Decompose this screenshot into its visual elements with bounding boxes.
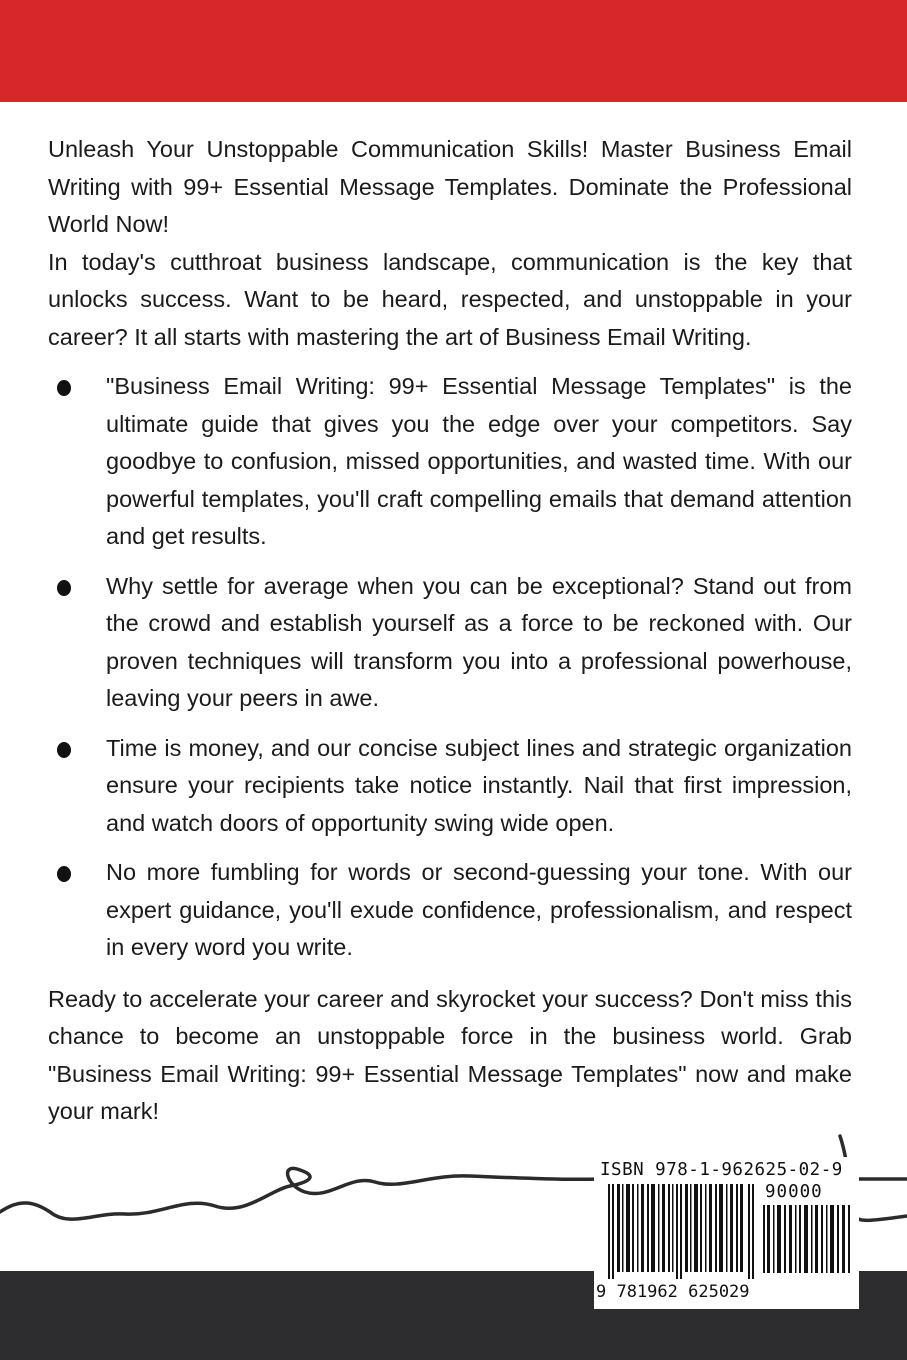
top-red-band — [0, 0, 907, 102]
intro-paragraph: In today's cutthroat business landscape, communication is the key that unlocks success. Want to be heard, respected, and unstoppable in your career? It all starts with mastering the art of Business Email Writing. — [48, 248, 852, 350]
bullet-icon — [57, 380, 71, 396]
ean-barcode-icon — [608, 1184, 758, 1279]
bullet-icon — [57, 580, 71, 596]
closing-paragraph: Ready to accelerate your career and skyrocket your success? Don't miss this chance to become an unstoppable force in the business world. Grab "Business Email Writing: 99+ Essential Message Templates" now and make your mark! — [48, 985, 852, 1124]
bullet-item: Why settle for average when you can be exceptional? Stand out from the crowd and establish yourself as a force to be reckoned with. Our proven techniques will transform you into a professional powerhouse, leaving your peers in awe. — [48, 568, 852, 718]
bullet-icon — [57, 866, 71, 882]
bullet-item: Time is money, and our concise subject lines and strategic organization ensure your recipients take notice instantly. Nail that first impression, and watch doors of opportunity swing wide open. — [48, 730, 852, 843]
price-code: 90000 — [765, 1182, 823, 1202]
intro-headline: Unleash Your Unstoppable Communication Skills! Master Business Email Writing with 99+ Essential Message Templates. Dominate the Professional World Now! — [48, 136, 852, 237]
price-barcode-icon — [763, 1205, 853, 1273]
bullet-icon — [57, 742, 71, 758]
back-cover-text — [48, 131, 852, 1131]
bullet-item: No more fumbling for words or second-guessing your tone. With our expert guidance, you'll exude confidence, professionalism, and respect in every word you write. — [48, 854, 852, 967]
isbn-barcode — [594, 1157, 859, 1309]
feature-bullet-list — [48, 368, 852, 967]
ean-digits: 9 781962 625029 — [596, 1282, 750, 1302]
isbn-text: ISBN 978-1-962625-02-9 — [600, 1160, 843, 1180]
bullet-item: "Business Email Writing: 99+ Essential Message Templates" is the ultimate guide that gives you the edge over your competitors. Say goodbye to confusion, missed opportunities, and wasted time. With our powerful templates, you'll craft compelling emails that demand attention and get results. — [48, 368, 852, 556]
